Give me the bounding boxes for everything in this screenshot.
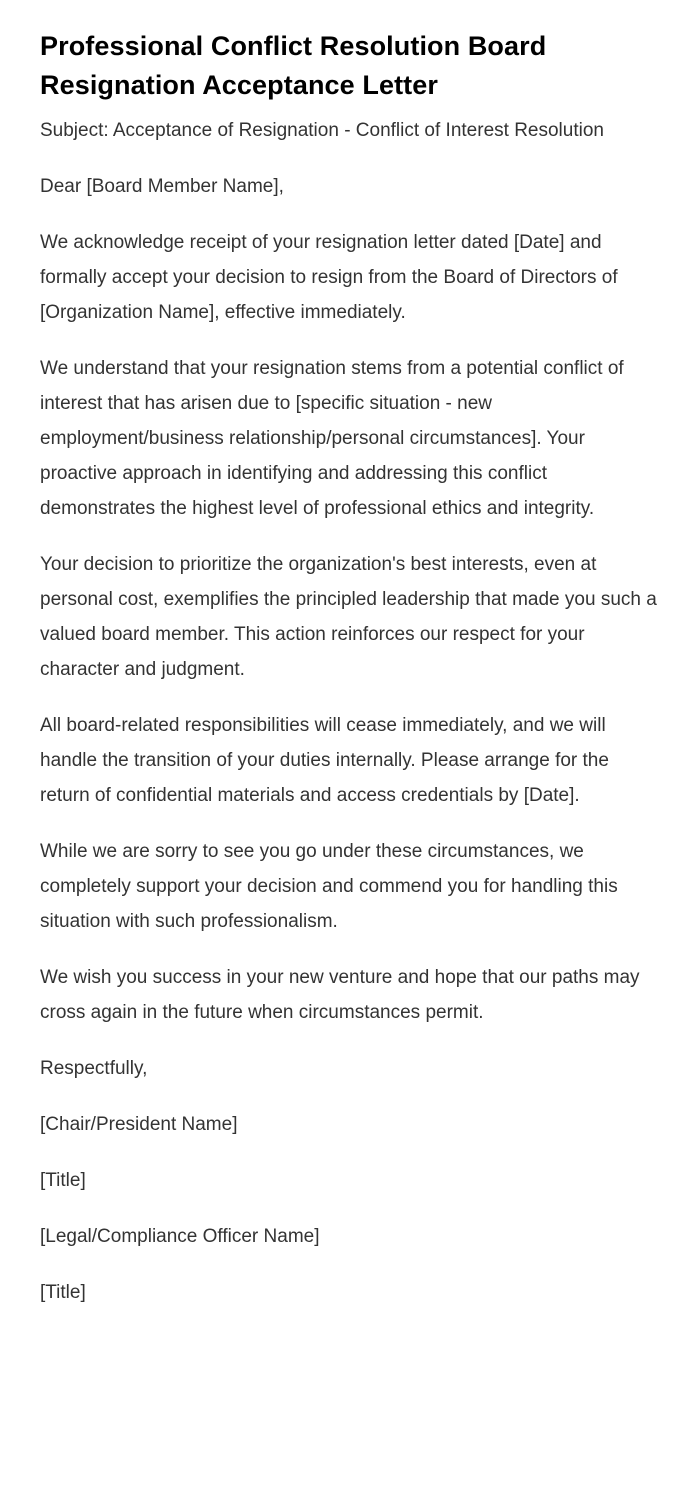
- body-paragraph-6: We wish you success in your new venture and hope that our paths may cross again in the future when circumstances permit.: [40, 967, 640, 1023]
- body-paragraph-4: All board-related responsibilities will cease immediately, and we will handle the transition of your duties internally. Please arrange for the return of confidential materials and access credentials by [Date].: [40, 715, 609, 806]
- body-paragraph-3: Your decision to prioritize the organization's best interests, even at personal cost, exemplifies the principled leadership that made you such a valued board member. This action reinforces our respect for your character and judgment.: [40, 554, 657, 680]
- signature-chair-name: [Chair/President Name]: [40, 1114, 238, 1135]
- signature-officer-name: [Legal/Compliance Officer Name]: [40, 1226, 320, 1247]
- body-paragraph-1: We acknowledge receipt of your resignation letter dated [Date] and formally accept your decision to resign from the Board of Directors of [Organization Name], effective immediately.: [40, 232, 618, 323]
- body-paragraph-5: While we are sorry to see you go under these circumstances, we completely support your decision and commend you for handling this situation with such professionalism.: [40, 841, 618, 932]
- signature-chair-title: [Title]: [40, 1170, 86, 1191]
- body-paragraph-2: We understand that your resignation stems from a potential conflict of interest that has arisen due to [specific situation - new employment/business relationship/personal circumstances]. Your proactive approach in identifying and addressing this conflict demonstrates the highest level of professional ethics and integrity.: [40, 358, 624, 519]
- subject-line: Subject: Acceptance of Resignation - Conflict of Interest Resolution: [40, 120, 604, 141]
- salutation: Dear [Board Member Name],: [40, 176, 284, 197]
- closing: Respectfully,: [40, 1058, 148, 1079]
- letter-title: Professional Conflict Resolution Board Resignation Acceptance Letter: [40, 31, 547, 100]
- signature-officer-title: [Title]: [40, 1282, 86, 1303]
